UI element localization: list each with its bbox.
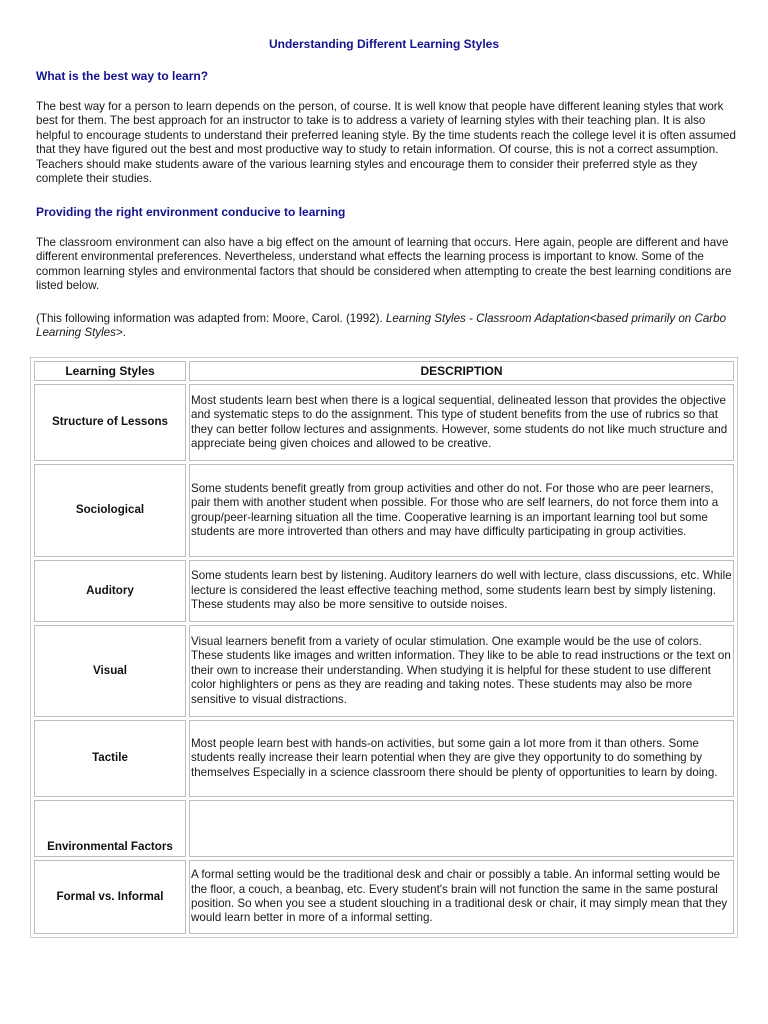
section-heading-best-way: What is the best way to learn? <box>36 69 209 83</box>
row-description-auditory: Some students learn best by listening. Auditory learners do well with lecture, class discussions, etc. While lecture is considered the least effective teaching method, some students learn best by simply listening. These students may also be more sensitive to outside noises. <box>189 560 734 622</box>
row-description-environmental-factors <box>189 800 734 857</box>
row-description-sociological: Some students benefit greatly from group activities and other do not. For those who are peer learners, pair them with another student when possible. For those who are self learners, do not force them into a group/peer-learning situation all the time. Cooperative learning is an important learning tool but some students are more introverted than others and may have difficulty participating in group activities. <box>189 464 734 557</box>
table-row <box>34 625 734 717</box>
row-description-formal-informal: A formal setting would be the traditional desk and chair or possibly a table. An informal setting would be the floor, a couch, a beanbag, etc. Every student's brain will not function the same in the same postural position. So when you see a student slouching in a traditional desk or chair, it may simply mean that they would learn better in more of a informal setting. <box>189 860 734 934</box>
section-paragraph-environment: The classroom environment can also have a big effect on the amount of learning that occurs. Here again, people are different and have different environmental preferences. Nevertheless, understand what effects the learning process is important to know. Some of the common learning styles and environmental factors that should be considered when attempting to create the best learning conditions are listed below. <box>36 236 732 293</box>
table-row <box>34 720 734 797</box>
table-row <box>34 560 734 622</box>
table-header-row <box>34 361 734 381</box>
citation-suffix: . <box>122 326 126 340</box>
section-paragraph-best-way: The best way for a person to learn depends on the person, of course. It is well know that people have different leaning styles that work best for them. The best approach for an instructor to take is to address a variety of learning styles with their teaching plan. It is also helpful to encourage students to understand their preferred leaning style. By the time students reach the college level it is often assumed that they have figured out the best and most productive way to study to retain information. Of course, this is not a correct assumption. Teachers should make students aware of the various learning styles and encourage them to consider their preferred style as they complete their studies. <box>36 100 736 186</box>
citation-prefix: (This following information was adapted from: Moore, Carol. (1992). <box>36 312 386 325</box>
section-heading-environment: Providing the right environment conducive to learning <box>36 205 346 219</box>
row-label-environmental-factors: Environmental Factors <box>34 800 186 857</box>
row-description-tactile: Most people learn best with hands-on activities, but some gain a lot more from it than others. Some students really increase their learn potential when they are give they opportunity to do something by themselves Especially in a science classroom there should be plenty of opportunities to learn by doing. <box>189 720 734 797</box>
row-label-visual: Visual <box>34 625 186 717</box>
table-row <box>34 800 734 857</box>
table-row <box>34 464 734 557</box>
row-label-sociological: Sociological <box>34 464 186 557</box>
header-description: DESCRIPTION <box>189 361 734 381</box>
citation <box>36 312 736 341</box>
learning-styles-table <box>30 357 738 938</box>
row-label-auditory: Auditory <box>34 560 186 622</box>
header-learning-styles: Learning Styles <box>34 361 186 381</box>
table-row <box>34 860 734 934</box>
citation-title: Learning Styles - Classroom Adaptation<based primarily on Carbo Learning Styles> <box>36 312 727 340</box>
document-title: Understanding Different Learning Styles <box>268 37 500 51</box>
row-label-tactile: Tactile <box>34 720 186 797</box>
row-label-structure: Structure of Lessons <box>34 384 186 461</box>
row-label-formal-informal: Formal vs. Informal <box>34 860 186 934</box>
row-description-visual: Visual learners benefit from a variety of ocular stimulation. One example would be the use of colors. These students like images and written information. They like to be able to read instructions or the text on their own to increase their understanding. When studying it is helpful for these student to use different color highlighters or pens as they are reading and taking notes. These students may also be more sensitive to visual distractions. <box>189 625 734 717</box>
table-row <box>34 384 734 461</box>
row-description-structure: Most students learn best when there is a logical sequential, delineated lesson that provides the objective and systematic steps to do the assignment. This type of student benefits from the use of rubrics so that they can better follow lectures and assignments. However, some students do not like much structure and appreciate being given choices and allowed to be creative. <box>189 384 734 461</box>
